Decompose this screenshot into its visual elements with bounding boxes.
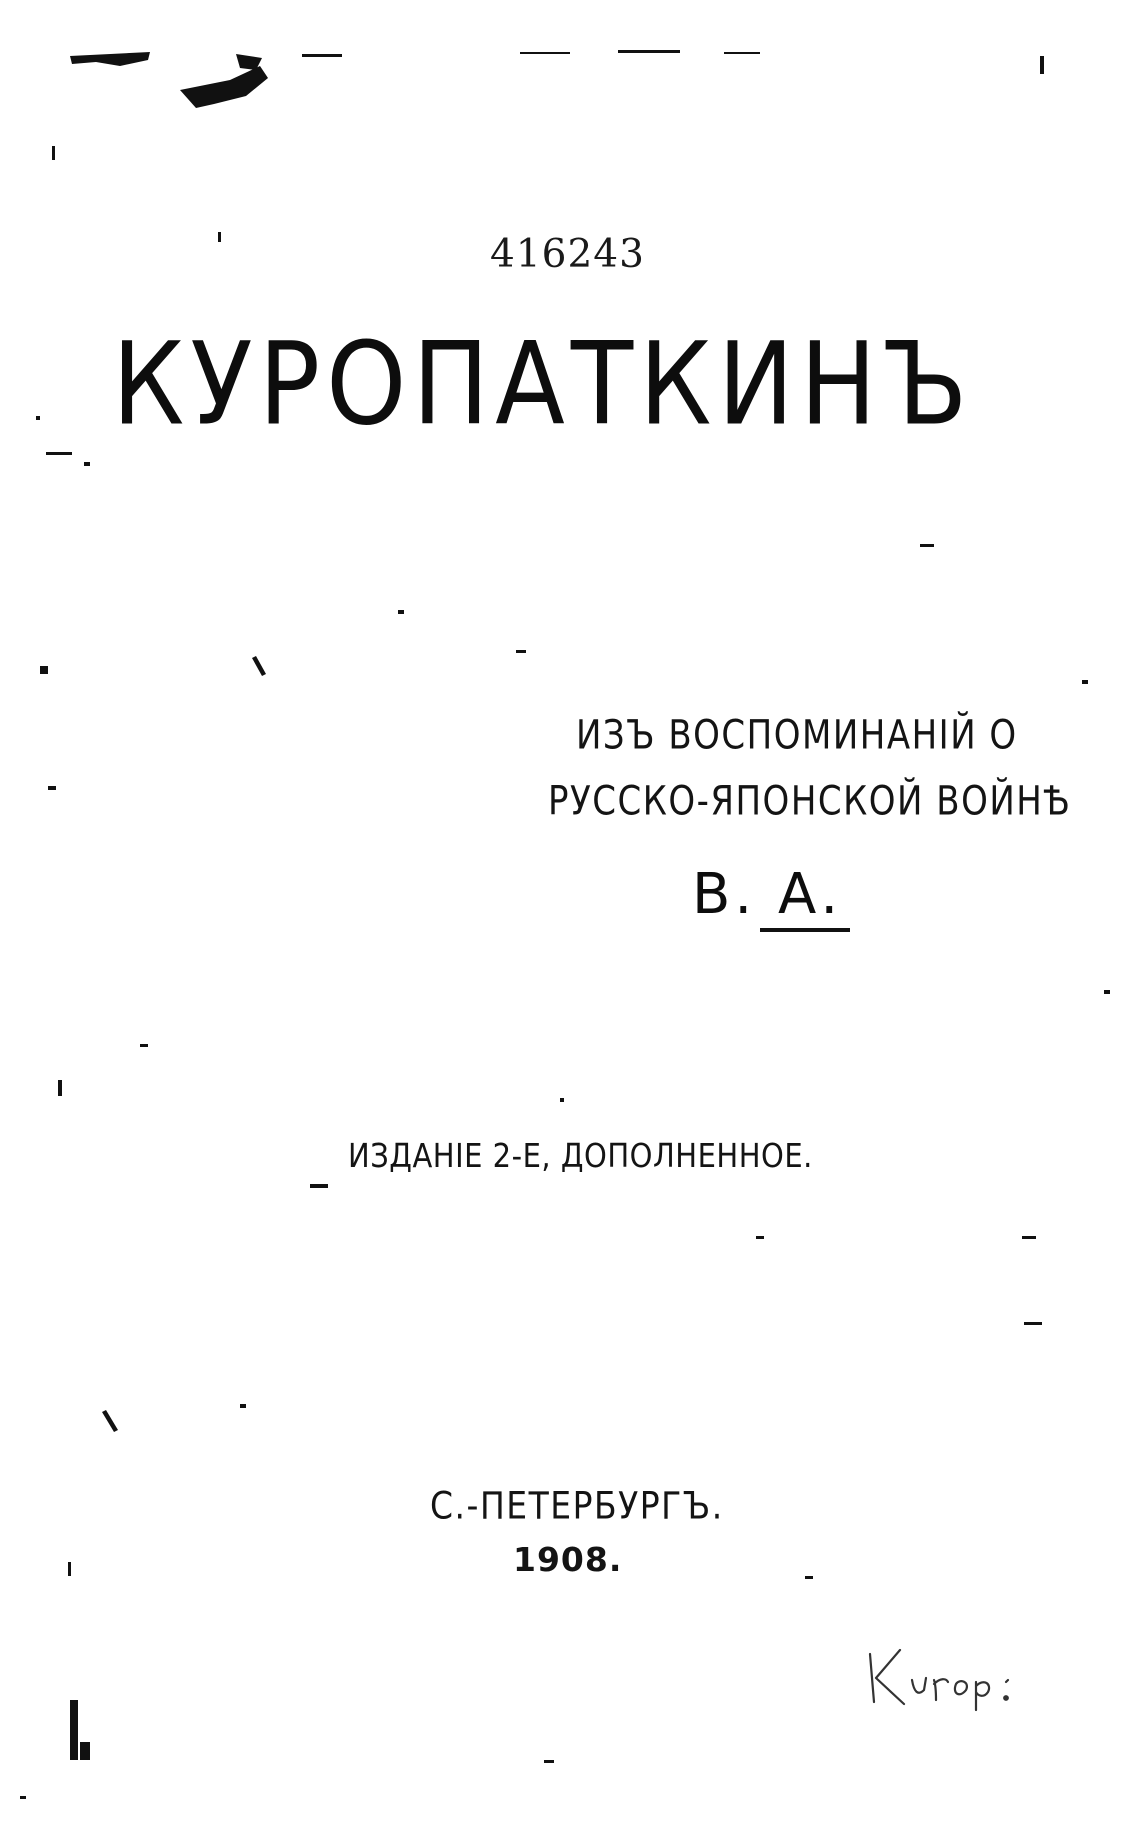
author-underline: [760, 928, 850, 932]
publication-city: С.-ПЕТЕРБУРГЪ.: [430, 1484, 724, 1528]
publication-year: 1908.: [513, 1540, 623, 1579]
handwritten-annotation: [860, 1640, 1030, 1720]
accession-number: 416243: [490, 232, 645, 277]
edition-note: ИЗДАНІЕ 2-Е, ДОПОЛНЕННОЕ.: [348, 1136, 813, 1176]
subtitle-line-1: ИЗЪ ВОСПОМИНАНІЙ О: [576, 712, 1018, 760]
subtitle-line-2: РУССКО-ЯПОНСКОЙ ВОЙНѢ: [548, 778, 1072, 826]
book-title: КУРОПАТКИНЪ: [112, 318, 974, 452]
author-initials: В. А.: [692, 862, 843, 927]
